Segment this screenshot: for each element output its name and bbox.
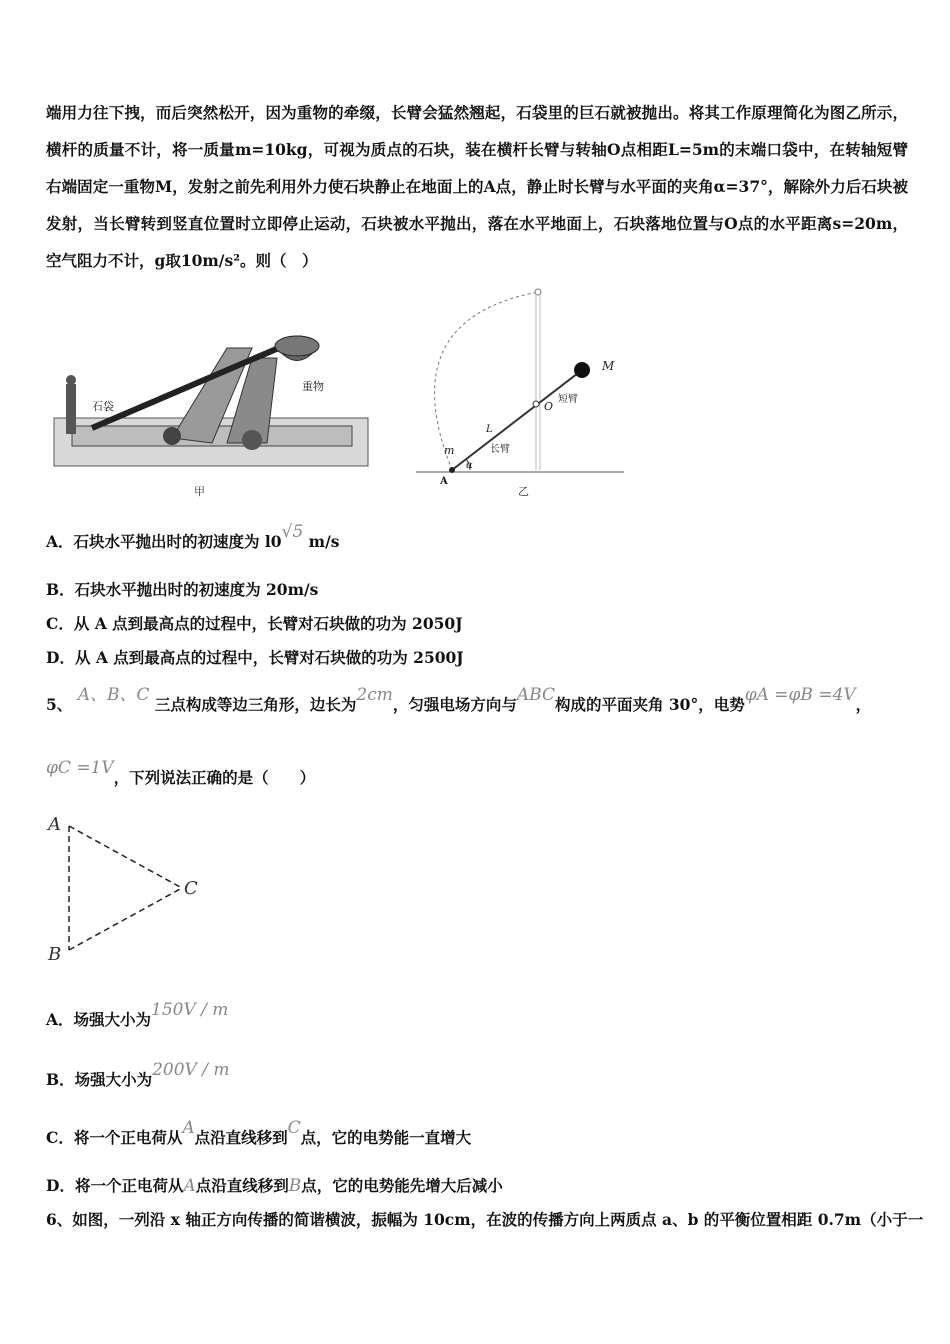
label-O: O xyxy=(544,400,554,413)
label-stone-bag: 石袋 xyxy=(92,400,114,413)
label-weight: 重物 xyxy=(302,380,324,393)
label-A: A xyxy=(440,476,448,487)
q5-option-b: B．场强大小为200V / m xyxy=(46,1060,230,1089)
triangle-label-a: A xyxy=(48,814,61,835)
triangle-label-c: C xyxy=(184,878,198,899)
q4-option-b: B．石块水平抛出时的初速度为 20m/s xyxy=(46,580,319,599)
label-short-arm: 短臂 xyxy=(558,394,578,405)
q4-stem: 端用力往下拽，而后突然松开，因为重物的牵缀，长臂会猛然翘起，石袋里的巨石就被抛出。将其工作原理简化为图乙所示，横杆的质量不计，将一质量m=10kg，可视为质点的石块，装在横杆长臂与转轴O点相距L=5m的末端口袋中，在转轴短臂右端固定一重物M，发射之前先利用外力使石块静止在地面上的A点，静止时长臂与水平面的夹角α=37°，解除外力后石块被发射，当长臂转到竖直位置时立即停止运动，石块被水平抛出，落在水平地面上，石块落地位置与O点的水平距离s=20m，空气阻力不计，g取10m/s²。则（ ） xyxy=(46,103,908,270)
label-L: L xyxy=(486,424,493,435)
q5-stem-line2: φC =1V，下列说法正确的是（ ） xyxy=(46,758,316,787)
q5-option-c: C．将一个正电荷从A点沿直线移到C点，它的电势能一直增大 xyxy=(46,1118,472,1147)
q6-stem: 6、如图，一列沿 x 轴正方向传播的简谐横波，振幅为 10cm，在波的传播方向上两质点 a、b 的平衡位置相距 0.7m（小于一 xyxy=(46,1210,924,1229)
q5-stem-line1: 5、 A、B、C 三点构成等边三角形，边长为2cm，匀强电场方向与ABC构成的平面夹角 30°，电势φA =φB =4V， xyxy=(46,685,872,714)
label-m: m xyxy=(444,444,455,457)
label-long-arm: 长臂 xyxy=(490,444,510,455)
triangle-figure xyxy=(44,810,214,970)
fig-jia-caption: 甲 xyxy=(194,485,205,498)
q4-option-c: C．从 A 点到最高点的过程中，长臂对石块做的功为 2050J xyxy=(46,614,463,633)
q5-option-a: A．场强大小为150V / m xyxy=(46,1000,229,1029)
q4-option-a: A．石块水平抛出时的初速度为 l0√5 m/s xyxy=(46,522,340,551)
catapult-illustration xyxy=(52,318,372,478)
q5-option-d: D．将一个正电荷从A点沿直线移到B点，它的电势能先增大后减小 xyxy=(46,1176,503,1196)
label-alpha: α xyxy=(466,460,473,471)
q4-option-d: D．从 A 点到最高点的过程中，长臂对石块做的功为 2500J xyxy=(46,648,464,667)
lever-diagram xyxy=(412,280,632,500)
triangle-label-b: B xyxy=(48,944,62,965)
fig-yi-caption: 乙 xyxy=(518,485,529,498)
label-M: M xyxy=(602,359,615,373)
